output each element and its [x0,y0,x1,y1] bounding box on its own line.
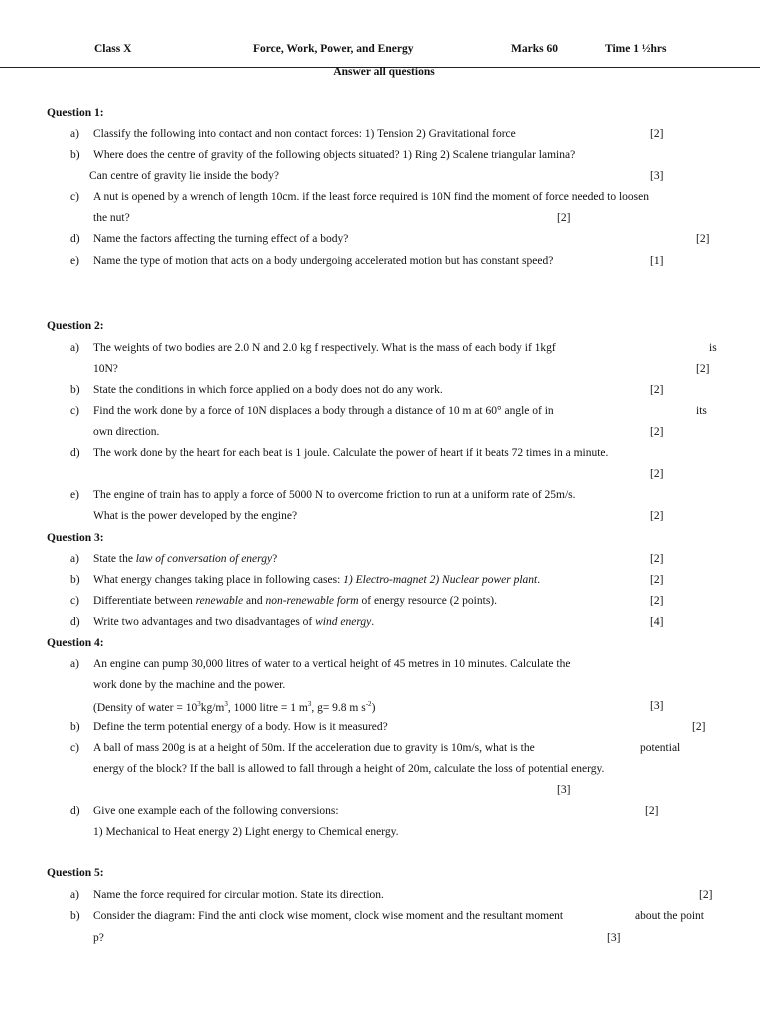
q2-d-marks: [2] [650,468,664,480]
q4-a-marks: [3] [650,700,664,712]
q2-a-text-line1-end: is [709,342,717,354]
q2-c-marks: [2] [650,426,664,438]
q4-c-letter: c) [70,742,79,754]
q4-c-text-line1-end: potential [640,742,681,754]
q2-c-letter: c) [70,405,79,417]
q4-d-letter: d) [70,805,80,817]
q2-b-marks: [2] [650,384,664,396]
q3-a-letter: a) [70,553,79,565]
q5-a-text: Name the force required for circular motion. State its direction. [93,889,384,901]
q3-b-letter: b) [70,574,80,586]
q2-b-letter: b) [70,384,80,396]
q1-e-letter: e) [70,255,79,267]
instruction: Answer all questions [333,66,435,78]
q4-a-text-line2: work done by the machine and the power. [93,679,286,691]
q1-b-text-line1: Where does the centre of gravity of the following objects situated? 1) Ring 2) Scalene triangular lamina? [93,149,576,161]
q1-d-letter: d) [70,233,80,245]
question-3-title: Question 3: [47,532,104,544]
q4-c-text-line2: energy of the block? If the ball is allowed to fall through a height of 20m, calculate the loss of potential energy. [93,763,605,775]
q4-a-letter: a) [70,658,79,670]
q5-a-letter: a) [70,889,79,901]
q3-d-text: Write two advantages and two disadvantages of wind energy. [93,616,375,628]
q3-a-marks: [2] [650,553,664,565]
q4-c-text-line1: A ball of mass 200g is at a height of 50m. If the acceleration due to gravity is 10m/s, what is the [93,742,535,754]
q1-c-marks: [2] [557,212,571,224]
q4-d-text-line2: 1) Mechanical to Heat energy 2) Light energy to Chemical energy. [93,826,399,838]
q2-c-text-line1: Find the work done by a force of 10N displaces a body through a distance of 10 m at 60° angle of in [93,405,554,417]
q1-c-text-line2: the nut? [93,212,130,224]
q2-c-text-line1-end: its [696,405,707,417]
q2-d-letter: d) [70,447,80,459]
q1-a-text: Classify the following into contact and non contact forces: 1) Tension 2) Gravitational force [93,128,516,140]
q1-b-marks: [3] [650,170,664,182]
q1-d-text: Name the factors affecting the turning effect of a body? [93,233,349,245]
q3-c-marks: [2] [650,595,664,607]
q4-d-marks: [2] [645,805,659,817]
q1-c-text-line1: A nut is opened by a wrench of length 10cm. if the least force required is 10N find the moment of force needed to loosen [93,191,649,203]
q5-b-marks: [3] [607,932,621,944]
q2-d-text: The work done by the heart for each beat is 1 joule. Calculate the power of heart if it beats 72 times in a minute. [93,447,609,459]
q1-b-text-line2: Can centre of gravity lie inside the body? [89,170,280,182]
q2-a-letter: a) [70,342,79,354]
question-1-title: Question 1: [47,107,104,119]
q1-c-letter: c) [70,191,79,203]
q5-b-letter: b) [70,910,80,922]
question-2-title: Question 2: [47,320,104,332]
q2-a-text-line1: The weights of two bodies are 2.0 N and 2.0 kg f respectively. What is the mass of each body if 1kgf [93,342,556,354]
q2-c-text-line2: own direction. [93,426,160,438]
q4-b-marks: [2] [692,721,706,733]
q4-c-marks: [3] [557,784,571,796]
question-4-title: Question 4: [47,637,104,649]
q1-a-marks: [2] [650,128,664,140]
q2-a-text-line2: 10N? [93,363,118,375]
paper-title: Force, Work, Power, and Energy [253,43,414,55]
q5-a-marks: [2] [699,889,713,901]
q3-b-text: What energy changes taking place in following cases: 1) Electro-magnet 2) Nuclear power plant. [93,574,541,586]
q2-e-text-line1: The engine of train has to apply a force of 5000 N to overcome friction to run at a uniform rate of 25m/s. [93,489,576,501]
q1-e-marks: [1] [650,255,664,267]
q1-e-text: Name the type of motion that acts on a body undergoing accelerated motion but has constant speed? [93,255,554,267]
q4-b-text: Define the term potential energy of a body. How is it measured? [93,721,388,733]
q2-e-letter: e) [70,489,79,501]
q3-c-text: Differentiate between renewable and non-renewable form of energy resource (2 points). [93,595,498,607]
q4-b-letter: b) [70,721,80,733]
q2-a-marks: [2] [696,363,710,375]
time-label: Time 1 ½hrs [605,43,667,55]
q5-b-text-line2: p? [93,932,104,944]
q5-b-text-line1-end: about the point [635,910,704,922]
question-5-title: Question 5: [47,867,104,879]
q3-d-marks: [4] [650,616,664,628]
q1-d-marks: [2] [696,233,710,245]
q2-e-text-line2: What is the power developed by the engine? [93,510,298,522]
q2-b-text: State the conditions in which force applied on a body does not do any work. [93,384,443,396]
q4-a-text-line3: (Density of water = $10^3kg/m^3$, 1000 litre = 1 $m^3$, g= 9.8 m $s^{-2}$) [93,700,376,714]
q2-e-marks: [2] [650,510,664,522]
q3-b-marks: [2] [650,574,664,586]
q3-d-letter: d) [70,616,80,628]
q3-c-letter: c) [70,595,79,607]
q1-b-letter: b) [70,149,80,161]
q4-d-text-line1: Give one example each of the following conversions: [93,805,339,817]
q3-a-text: State the law of conversation of energy? [93,553,278,565]
q4-a-text-line1: An engine can pump 30,000 litres of water to a vertical height of 45 metres in 10 minutes. Calculate the [93,658,571,670]
q1-a-letter: a) [70,128,79,140]
marks-label: Marks 60 [511,43,558,55]
q5-b-text-line1: Consider the diagram: Find the anti clock wise moment, clock wise moment and the resultant moment [93,910,564,922]
class-label: Class X [94,43,132,55]
